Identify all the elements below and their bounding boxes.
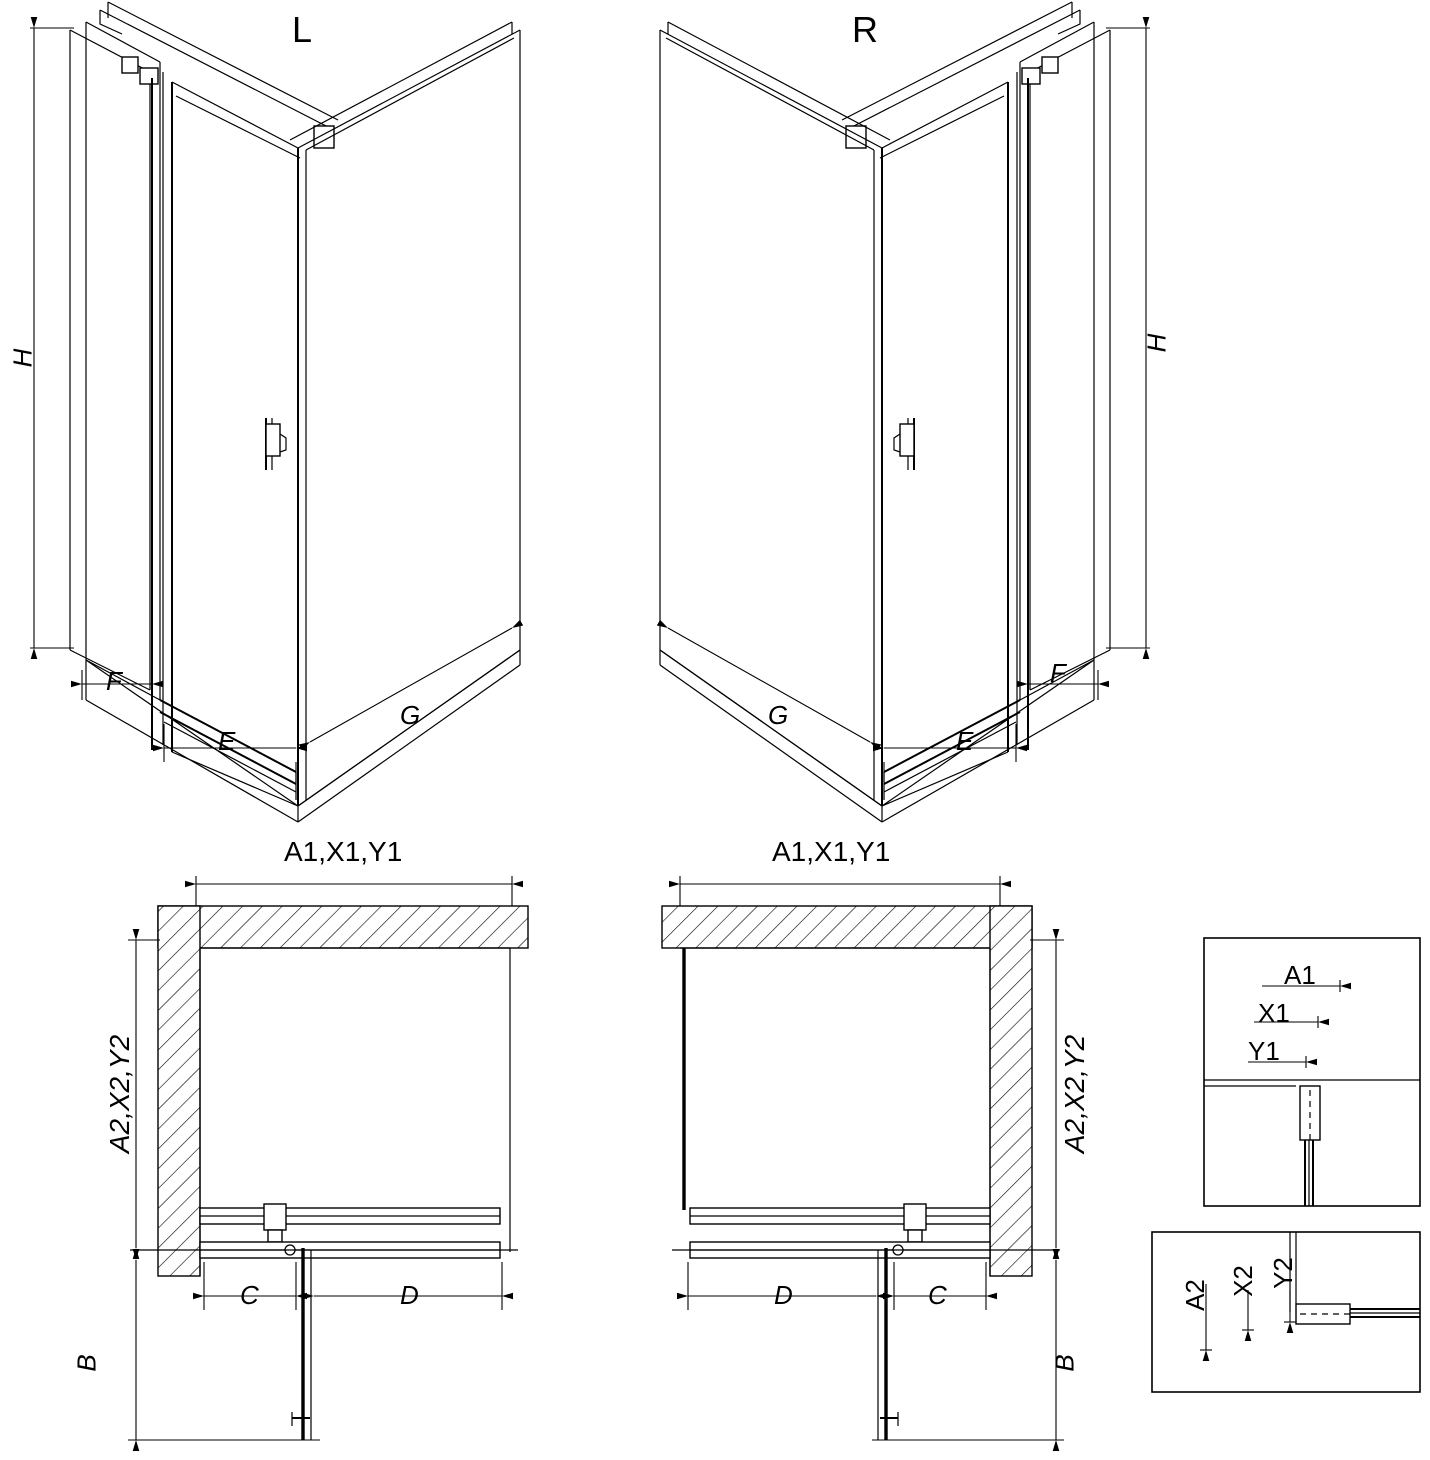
plan-left-dim-c: C: [240, 1280, 259, 1310]
plan-view-right: [662, 876, 1064, 1440]
dim-label-g-left: G: [400, 700, 421, 730]
door-handle-left: [266, 418, 286, 470]
dim-label-g-right: G: [768, 700, 789, 730]
plan-left-dim-d: D: [400, 1280, 419, 1310]
view-label-right: R: [852, 9, 878, 50]
dim-label-f-right: F: [1050, 658, 1066, 688]
plan-right-dim-c: C: [928, 1280, 947, 1310]
detail-top-label-y1: Y1: [1248, 1036, 1280, 1066]
plan-left-side-dim-label: A2,X2,Y2: [104, 1034, 135, 1154]
detail-bottom: [1152, 1232, 1420, 1392]
detail-bottom-label-a2: A2: [1180, 1279, 1210, 1311]
dim-label-e-left: E: [218, 726, 236, 756]
dim-label-h-right: H: [1141, 333, 1171, 353]
detail-top-label-x1: X1: [1258, 998, 1290, 1028]
plan-right-dim-b: B: [1050, 1354, 1080, 1372]
detail-bottom-label-y2: Y2: [1268, 1257, 1298, 1289]
plan-left-dim-b: B: [72, 1354, 102, 1372]
detail-top-label-a1: A1: [1284, 960, 1316, 990]
iso-view-right: [660, 2, 1150, 822]
view-label-left: L: [292, 9, 313, 50]
door-handle-right: [894, 418, 914, 470]
plan-view-left: [128, 876, 528, 1440]
dim-label-h-left: H: [7, 348, 37, 368]
plan-right-top-dim-label: A1,X1,Y1: [772, 836, 891, 867]
dim-label-f-left: F: [106, 666, 122, 696]
plan-left-top-dim-label: A1,X1,Y1: [284, 836, 403, 867]
dim-label-e-right: E: [956, 726, 974, 756]
iso-view-left: [30, 2, 520, 822]
detail-bottom-label-x2: X2: [1228, 1265, 1258, 1297]
plan-right-dim-d: D: [774, 1280, 793, 1310]
plan-right-side-dim-label: A2,X2,Y2: [1059, 1034, 1090, 1154]
